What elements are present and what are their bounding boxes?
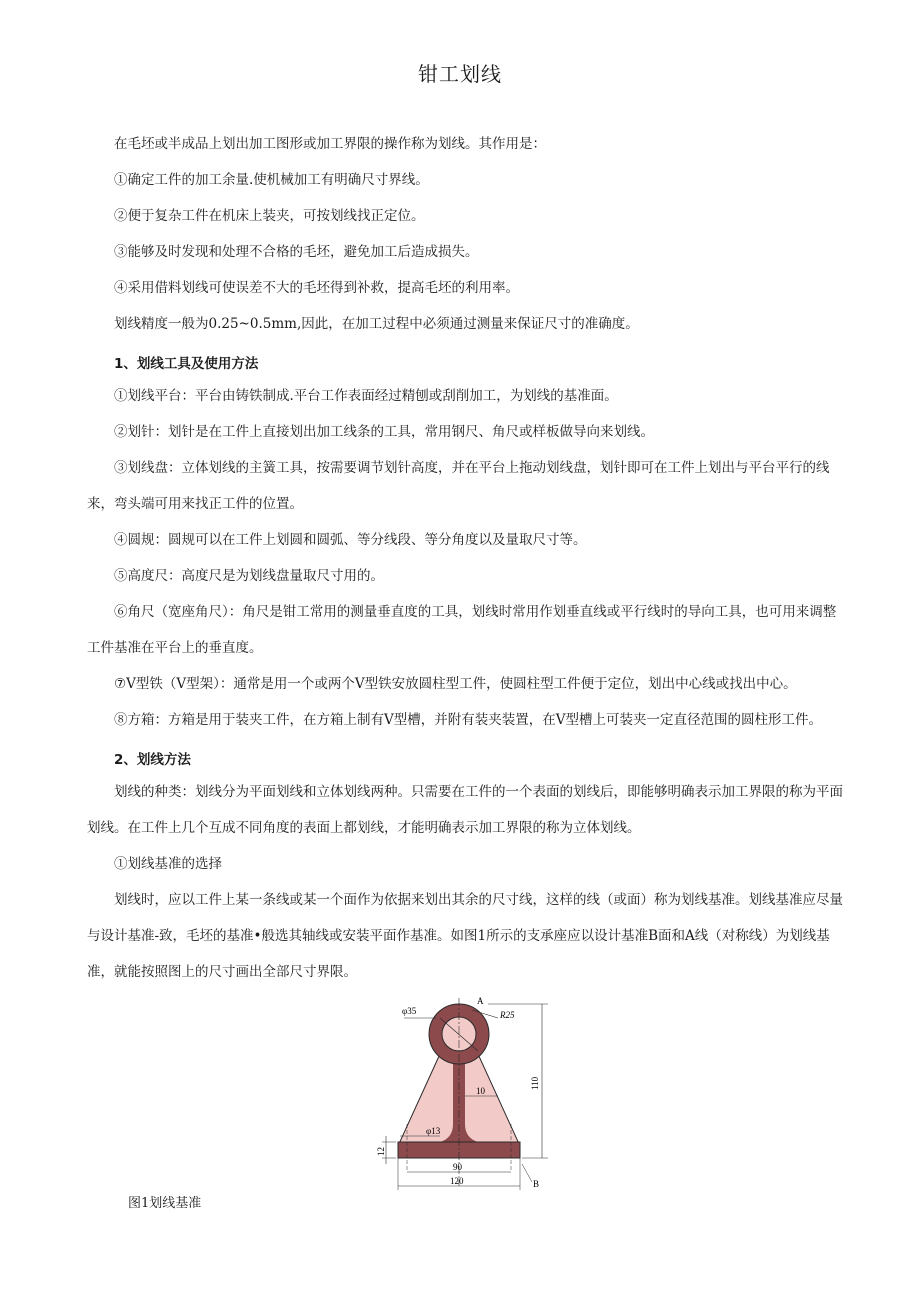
intro-text: 在毛坯或半成品上划出加工图形或加工界限的操作称为划线。其作用是： (114, 136, 546, 152)
figure-caption: 图1划线基准 (128, 1196, 202, 1211)
purpose-item (87, 162, 847, 198)
section-1-heading: 1、划线工具及使用方法 (114, 356, 259, 372)
tool-item (87, 450, 847, 522)
label-r25: R25 (500, 1010, 515, 1020)
label-120: 120 (450, 1176, 464, 1186)
datum-paragraph (87, 882, 847, 990)
tool-item (87, 666, 847, 702)
label-12: 12 (376, 1147, 386, 1156)
tool-text: ⑧方箱：方箱是用于装夹工件，在方箱上制有V型槽，并附有装夹装置，在V型槽上可装夹一定直径范围的圆柱形工件。 (114, 712, 822, 728)
tool-item (87, 414, 847, 450)
purpose-item (87, 234, 847, 270)
label-b: B (533, 1179, 540, 1189)
tool-text: ①划线平台：平台由铸铁制成.平台工作表面经过精刨或刮削加工，为划线的基准面。 (114, 388, 618, 404)
precision-text: 划线精度一般为0.25~0.5mm,因此，在加工过程中必须通过测量来保证尺寸的准确度。 (114, 316, 639, 332)
purpose-text: ②便于复杂工件在机床上装夹，可按划线找正定位。 (114, 208, 425, 224)
tool-text: ⑥角尺（宽座角尺）：角尺是钳工常用的测量垂直度的工具，划线时常用作划垂直线或平行线时的导向工具，也可用来调整工件基准在平台上的垂直度。 (87, 604, 837, 656)
figure-support-seat (376, 996, 560, 1196)
subheading-text: ①划线基准的选择 (114, 856, 222, 872)
tool-item (87, 522, 847, 558)
page-title: 钳工划线 (418, 62, 502, 86)
tool-text: ②划针：划针是在工件上直接划出加工线条的工具，常用钢尺、角尺或样板做导向来划线。 (114, 424, 654, 440)
tool-item (87, 558, 847, 594)
purpose-item (87, 198, 847, 234)
purpose-text: ①确定工件的加工余量.使机械加工有明确尺寸界线。 (114, 172, 429, 188)
tool-item (87, 378, 847, 414)
b-leader (522, 1164, 532, 1182)
kinds-paragraph (87, 774, 847, 846)
kinds-text: 划线的种类：划线分为平面划线和立体划线两种。只需要在工件的一个表面的划线后，即能够明确表示加工界限的称为平面划线。在工件上几个互成不同角度的表面上都划线，才能明确表示加工界限的称为立体划线。 (87, 784, 843, 836)
datum-text: 划线时，应以工件上某一条线或某一个面作为依据来划出其余的尺寸线，这样的线（或面）称为划线基准。划线基准应尽量与设计基准-致，毛坯的基准•般选其轴线或安装平面作基准。如图1所示的支承座应以设计基准B面和A线（对称线）为划线基准，就能按照图上的尺寸画出全部尺寸界限。 (87, 892, 843, 980)
purpose-text: ③能够及时发现和处理不合格的毛坯，避免加工后造成损失。 (114, 244, 479, 260)
tool-text: ⑦V型铁（V型架）：通常是用一个或两个V型铁安放圆柱型工件，使圆柱型工件便于定位，划出中心线或找出中心。 (114, 676, 797, 692)
label-a: A (477, 996, 484, 1006)
label-10: 10 (476, 1086, 485, 1096)
label-phi13: φ13 (426, 1126, 441, 1136)
label-phi35: φ35 (402, 1006, 417, 1016)
tool-item (87, 702, 847, 738)
support-seat-drawing (376, 996, 560, 1192)
purpose-item (87, 270, 847, 306)
tool-text: ③划线盘：立体划线的主簧工具，按需要调节划针高度，并在平台上拖动划线盘，划针即可在工件上划出与平台平行的线来，弯头端可用来找正工件的位置。 (87, 460, 830, 512)
tool-text: ④圆规：圆规可以在工件上划圆和圆弧、等分线段、等分角度以及量取尺寸等。 (114, 532, 587, 548)
label-110: 110 (530, 1076, 540, 1090)
subheading-datum (87, 846, 847, 882)
tool-item (87, 594, 847, 666)
precision-paragraph (87, 306, 847, 342)
purpose-text: ④采用借料划线可使误差不大的毛坯得到补救，提高毛坯的利用率。 (114, 280, 519, 296)
intro-paragraph (87, 126, 847, 162)
section-2-heading: 2、划线方法 (114, 752, 191, 768)
label-90: 90 (453, 1162, 462, 1172)
tool-text: ⑤高度尺：高度尺是为划线盘量取尺寸用的。 (114, 568, 384, 584)
